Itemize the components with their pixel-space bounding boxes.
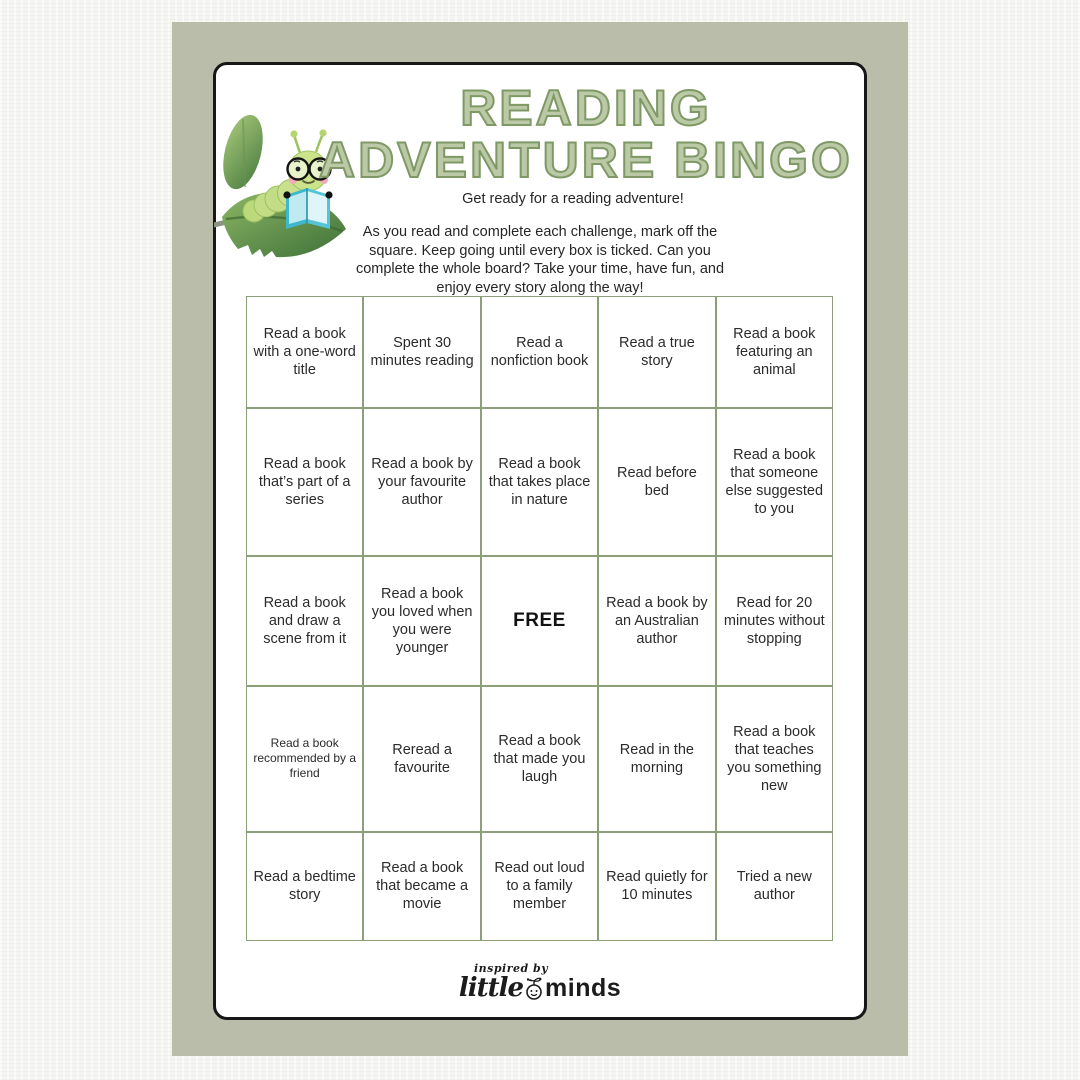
bingo-cell-r2c1: Read a book that’s part of a series (247, 409, 362, 555)
bingo-cell-r5c1: Read a bedtime story (247, 833, 362, 940)
bingo-cell-r3c5: Read for 20 minutes without stopping (717, 557, 832, 685)
bingo-cell-r3c1: Read a book and draw a scene from it (247, 557, 362, 685)
bingo-cell-r2c3: Read a book that takes place in nature (482, 409, 597, 555)
subtitle: Get ready for a reading adventure! (462, 191, 684, 207)
bingo-cell-r1c2: Spent 30 minutes reading (364, 297, 479, 407)
bingo-cell-r5c2: Read a book that became a movie (364, 833, 479, 940)
bingo-cell-r2c2: Read a book by your favourite author (364, 409, 479, 555)
page-title (262, 82, 910, 186)
instructions-paragraph: As you read and complete each challenge, mark off the square. Keep going until every box is ticked. Can you complete the whole board? Take your time, have fun, and enjoy every story along the way! (355, 224, 725, 296)
bingo-cell-r2c5: Read a book that someone else suggested to you (717, 409, 832, 555)
bingo-cell-free: FREE (482, 557, 597, 685)
bingo-cell-r4c4: Read in the morning (599, 687, 714, 831)
bingo-cell-r1c1: Read a book with a one-word title (247, 297, 362, 407)
bingo-cell-r1c5: Read a book featuring an animal (717, 297, 832, 407)
bingo-cell-r4c3: Read a book that made you laugh (482, 687, 597, 831)
bingo-cell-r1c3: Read a nonfiction book (482, 297, 597, 407)
brand-tagline: inspired by (474, 962, 549, 975)
brand-logo (460, 962, 620, 1003)
bingo-sheet-page (213, 62, 867, 1020)
bingo-cell-r4c2: Reread a favourite (364, 687, 479, 831)
bingo-grid (246, 296, 833, 941)
bingo-cell-r2c4: Read before bed (599, 409, 714, 555)
page-title-line1: READING (460, 80, 712, 136)
page-title-line2: ADVENTURE BINGO (319, 132, 853, 188)
bingo-cell-r3c2: Read a book you loved when you were younger (364, 557, 479, 685)
bingo-cell-r3c4: Read a book by an Australian author (599, 557, 714, 685)
bingo-cell-r1c4: Read a true story (599, 297, 714, 407)
bingo-cell-r4c5: Read a book that teaches you something new (717, 687, 832, 831)
brand-name-little: little (458, 973, 524, 1003)
sprout-face-icon (524, 977, 544, 1001)
bingo-cell-r5c4: Read quietly for 10 minutes (599, 833, 714, 940)
bingo-cell-r5c3: Read out loud to a family member (482, 833, 597, 940)
bingo-cell-r5c5: Tried a new author (717, 833, 832, 940)
green-mat-background (172, 22, 908, 1056)
brand-name-minds: minds (545, 973, 622, 1002)
bingo-cell-r4c1: Read a book recommended by a friend (247, 687, 362, 831)
